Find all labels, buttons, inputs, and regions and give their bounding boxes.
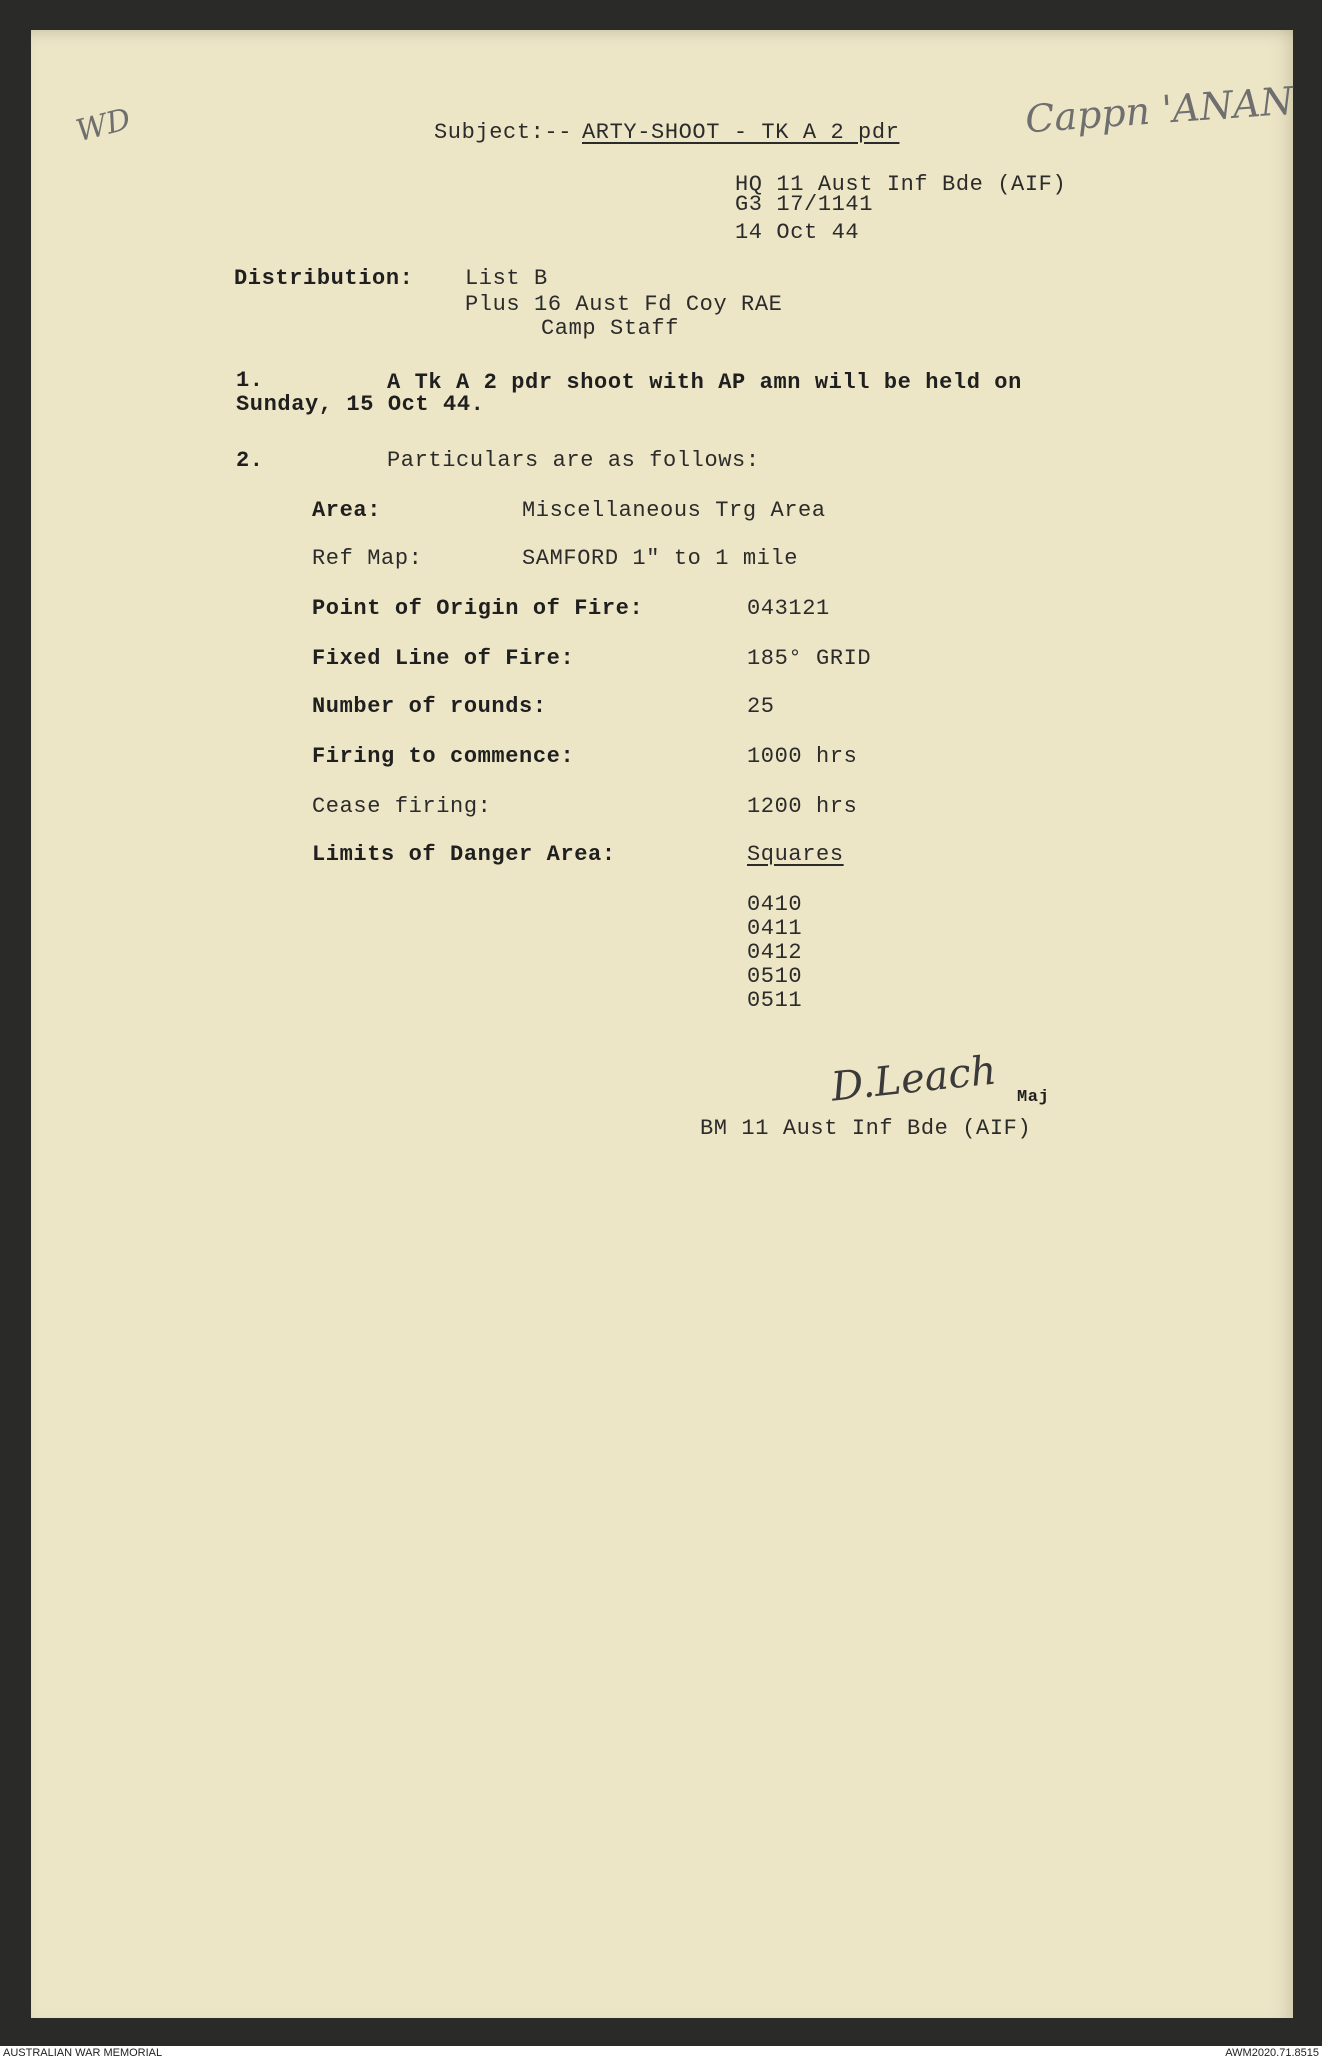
particular-label: Limits of Danger Area: [312, 842, 616, 867]
square-reference: 0410 [747, 892, 803, 917]
particular-value: 043121 [747, 596, 830, 621]
square-reference: 0412 [747, 940, 803, 965]
subject-label: Subject:-- [434, 120, 573, 145]
handwritten-annotation-left: WD [72, 101, 135, 150]
signature-title: BM 11 Aust Inf Bde (AIF) [700, 1116, 1032, 1141]
particular-label: Fixed Line of Fire: [312, 646, 575, 671]
signature-rank: Maj [1017, 1088, 1050, 1107]
distribution-line: Plus 16 Aust Fd Coy RAE [465, 292, 783, 317]
header-unit: HQ 11 Aust Inf Bde (AIF) [735, 172, 1067, 197]
particular-value: SAMFORD 1" to 1 mile [522, 546, 799, 571]
distribution-line: Camp Staff [541, 316, 680, 341]
particular-label: Ref Map: [312, 546, 423, 571]
paragraph-number: 1. [236, 368, 264, 393]
square-reference: 0411 [747, 916, 803, 941]
particular-value: 1200 hrs [747, 794, 858, 819]
paragraph-number: 2. [236, 448, 264, 473]
particular-label: Cease firing: [312, 794, 492, 819]
handwritten-annotation-right: Cappn 'ANAN [1023, 78, 1295, 142]
paragraph-1-line-2: Sunday, 15 Oct 44. [236, 392, 485, 417]
particular-value: Miscellaneous Trg Area [522, 498, 826, 523]
subject-title: ARTY-SHOOT - TK A 2 pdr [582, 120, 900, 145]
particular-label: Point of Origin of Fire: [312, 596, 644, 621]
particular-value: 1000 hrs [747, 744, 858, 769]
paragraph-1-line-1: A Tk A 2 pdr shoot with AP amn will be held on [387, 370, 1022, 395]
footer-accession-number: AWM2020.71.8515 [1225, 2047, 1319, 2059]
header-date: 14 Oct 44 [735, 220, 860, 245]
header-reference: G3 17/1141 [735, 192, 874, 217]
particular-label: Firing to commence: [312, 744, 575, 769]
distribution-line: List B [465, 266, 548, 291]
particular-label: Number of rounds: [312, 694, 547, 719]
handwritten-signature: D.Leach [829, 1047, 999, 1111]
particular-value: 185° GRID [747, 646, 872, 671]
particular-label: Area: [312, 498, 382, 523]
square-reference: 0510 [747, 964, 803, 989]
document-page [31, 30, 1293, 2018]
particular-value: 25 [747, 694, 775, 719]
paragraph-2-text: Particulars are as follows: [387, 448, 760, 473]
square-reference: 0511 [747, 988, 803, 1013]
distribution-label: Distribution: [234, 266, 414, 291]
particular-value: Squares [747, 842, 844, 867]
footer-source: AUSTRALIAN WAR MEMORIAL [3, 2047, 163, 2059]
archive-footer [0, 2046, 1322, 2061]
